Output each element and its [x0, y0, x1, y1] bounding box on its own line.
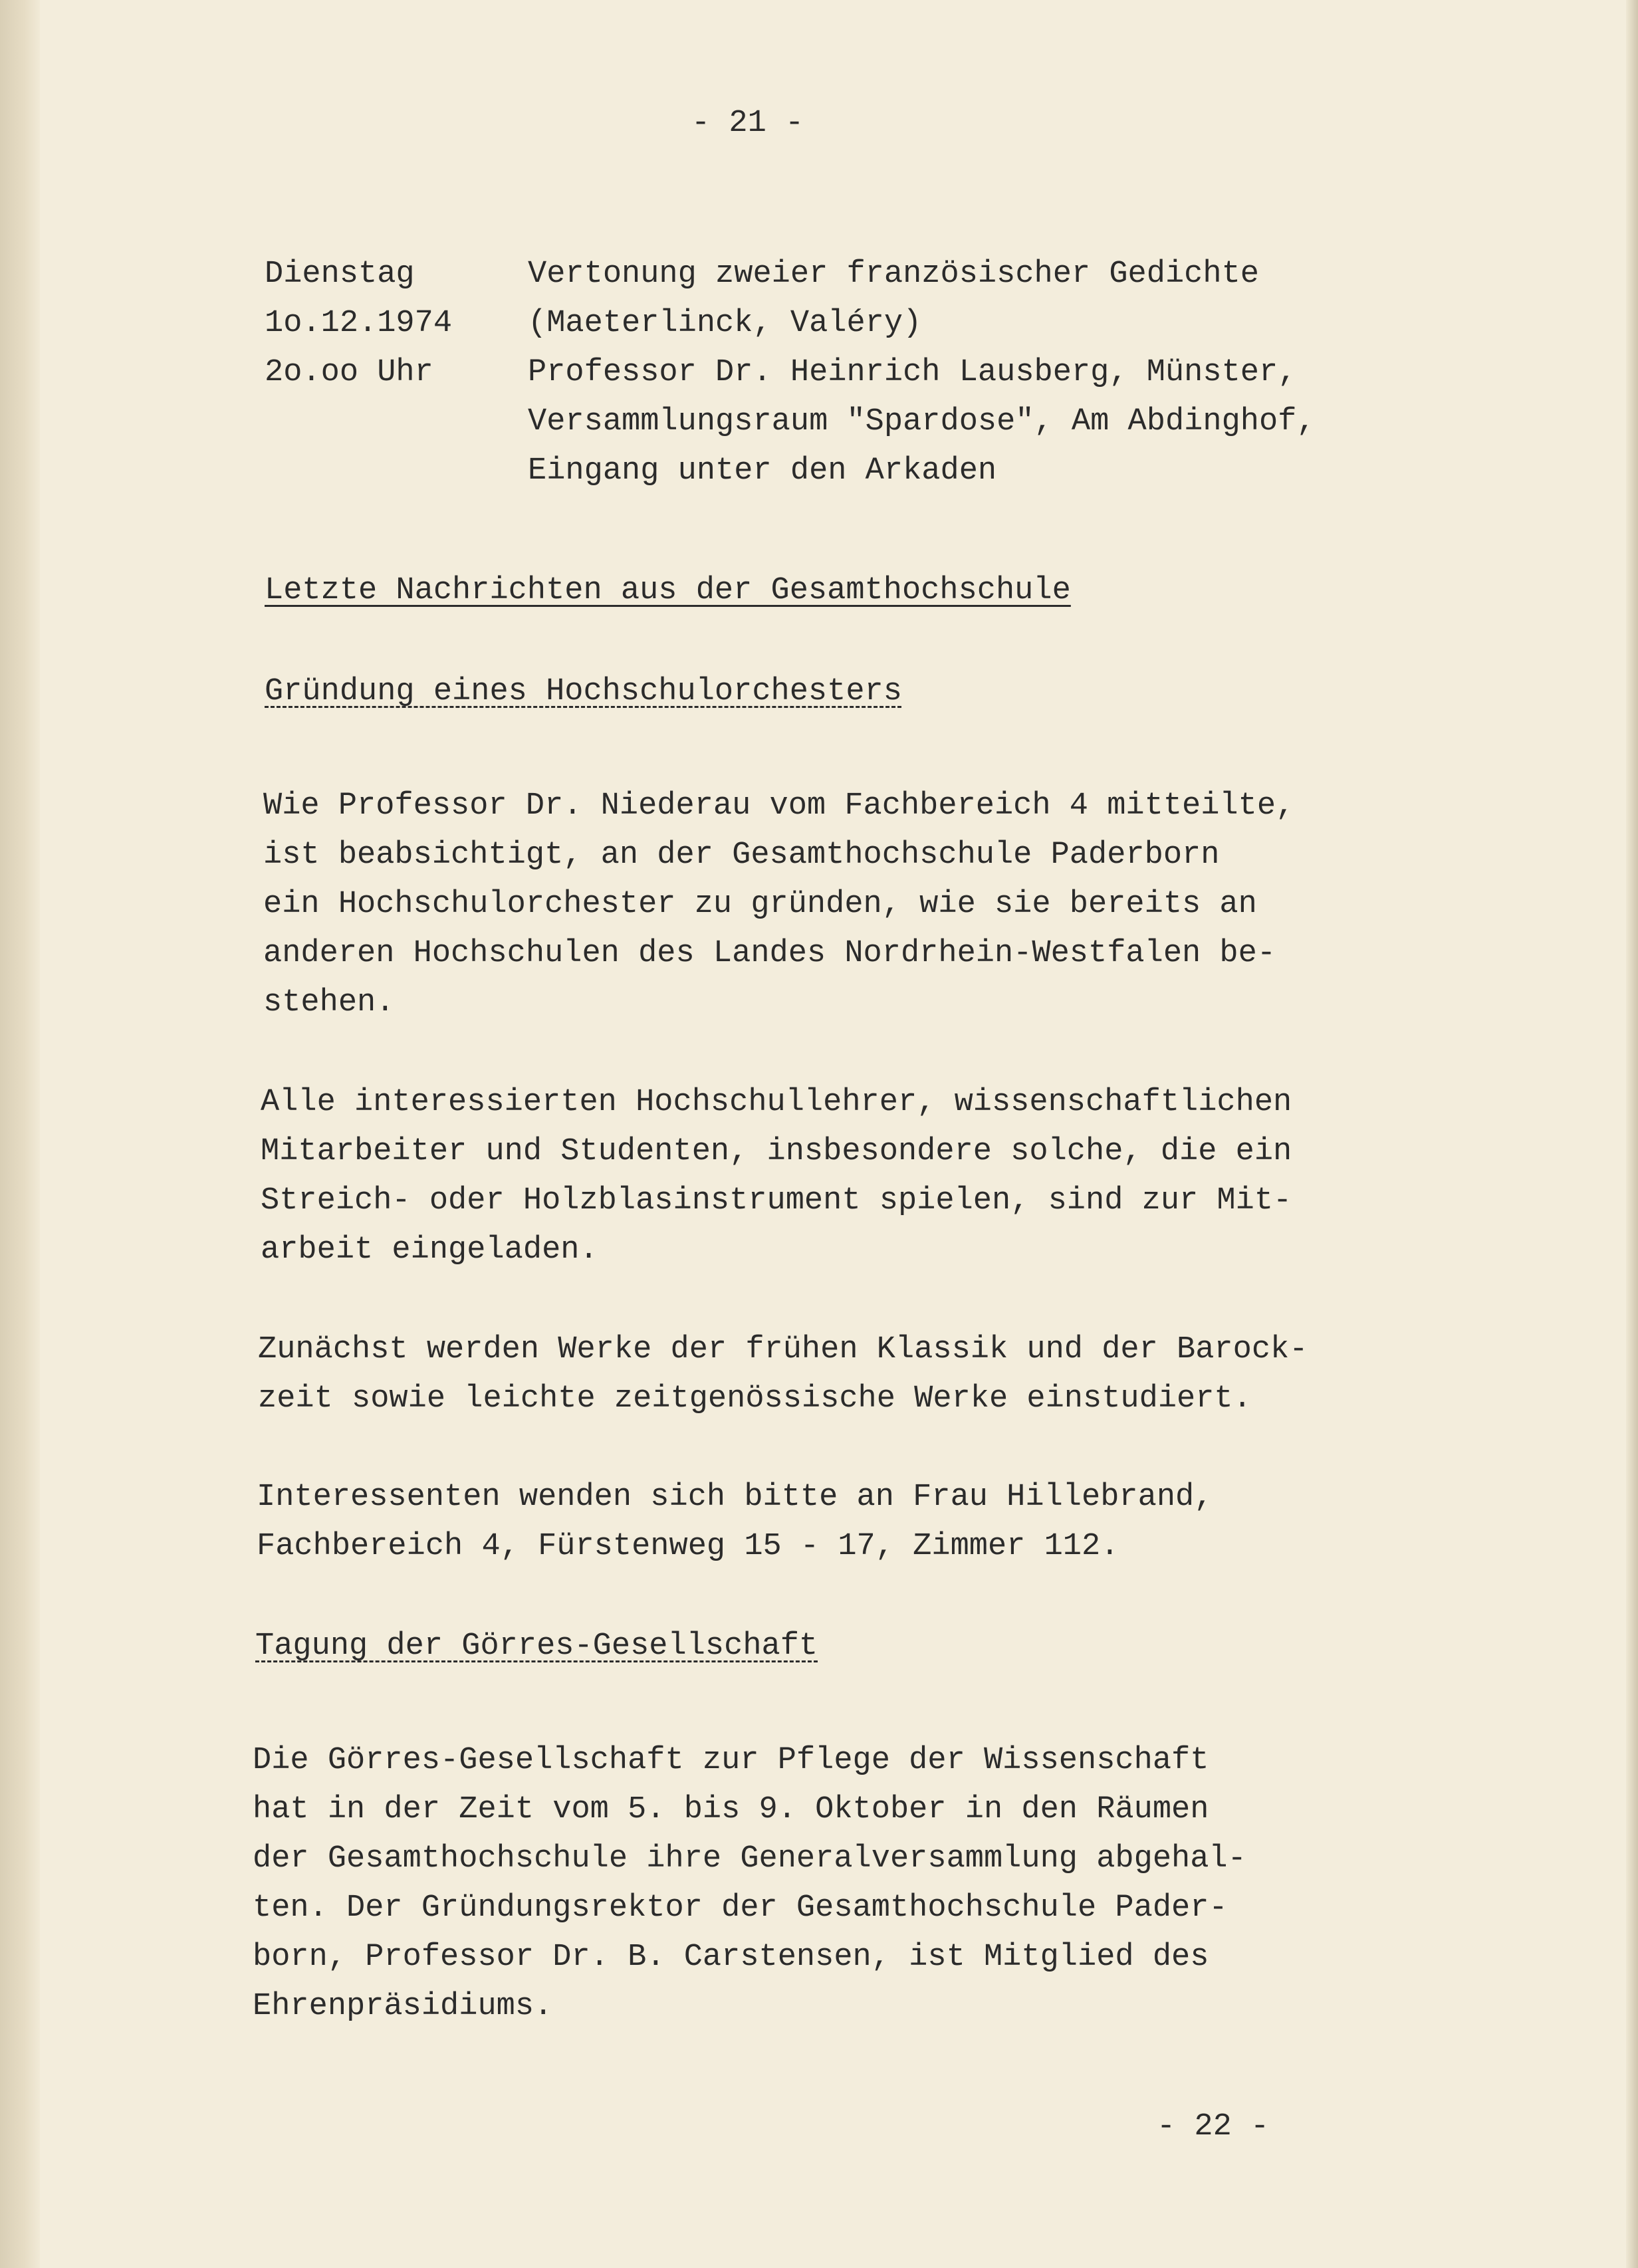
page-number-bottom: - 22 - — [1157, 2109, 1270, 2144]
paragraph-line: Interessenten wenden sich bitte an Frau Hillebrand, — [257, 1480, 1213, 1515]
paragraph-line: hat in der Zeit vom 5. bis 9. Oktober in den Räumen — [253, 1792, 1209, 1827]
article-heading: Gründung eines Hochschulorchesters — [265, 674, 902, 709]
event-day: Dienstag — [265, 257, 415, 292]
article-heading: Tagung der Görres-Gesellschaft — [255, 1629, 818, 1664]
paragraph-line: Die Görres-Gesellschaft zur Pflege der Wissenschaft — [253, 1743, 1209, 1778]
paragraph-line: ten. Der Gründungsrektor der Gesamthochschule Pader- — [253, 1890, 1228, 1926]
section-heading: Letzte Nachrichten aus der Gesamthochschule — [265, 573, 1071, 608]
paragraph-line: Mitarbeiter und Studenten, insbesondere solche, die ein — [261, 1134, 1292, 1169]
paragraph-line: Ehrenpräsidiums. — [253, 1989, 553, 2024]
page-number-top: - 21 - — [691, 106, 804, 141]
paragraph-line: stehen. — [263, 985, 395, 1020]
event-time: 2o.oo Uhr — [265, 355, 433, 390]
event-line: (Maeterlinck, Valéry) — [528, 306, 922, 341]
paragraph-line: Zunächst werden Werke der frühen Klassik und der Barock- — [258, 1332, 1308, 1367]
paragraph-line: ist beabsichtigt, an der Gesamthochschule Paderborn — [263, 838, 1220, 873]
page-binding-edge — [0, 0, 40, 2268]
page-right-edge — [1626, 0, 1638, 2268]
paragraph-line: Streich- oder Holzblasinstrument spielen, sind zur Mit- — [261, 1183, 1292, 1218]
paragraph-line: anderen Hochschulen des Landes Nordrhein-Westfalen be- — [263, 936, 1276, 971]
paragraph-line: zeit sowie leichte zeitgenössische Werke einstudiert. — [258, 1381, 1252, 1417]
paragraph-line: Wie Professor Dr. Niederau vom Fachbereich 4 mitteilte, — [263, 788, 1295, 824]
paragraph-line: born, Professor Dr. B. Carstensen, ist Mitglied des — [253, 1940, 1209, 1975]
paragraph-line: ein Hochschulorchester zu gründen, wie sie bereits an — [263, 887, 1257, 922]
event-line: Vertonung zweier französischer Gedichte — [528, 257, 1259, 292]
paragraph-line: der Gesamthochschule ihre Generalversammlung abgehal- — [253, 1841, 1246, 1876]
event-line: Eingang unter den Arkaden — [528, 453, 997, 489]
paragraph-line: Fachbereich 4, Fürstenweg 15 - 17, Zimmer 112. — [257, 1529, 1119, 1564]
event-date: 1o.12.1974 — [265, 306, 453, 341]
paragraph-line: arbeit eingeladen. — [261, 1232, 598, 1268]
event-line: Professor Dr. Heinrich Lausberg, Münster, — [528, 355, 1297, 390]
event-line: Versammlungsraum "Spardose", Am Abdinghof, — [528, 404, 1316, 439]
paragraph-line: Alle interessierten Hochschullehrer, wissenschaftlichen — [261, 1085, 1292, 1120]
